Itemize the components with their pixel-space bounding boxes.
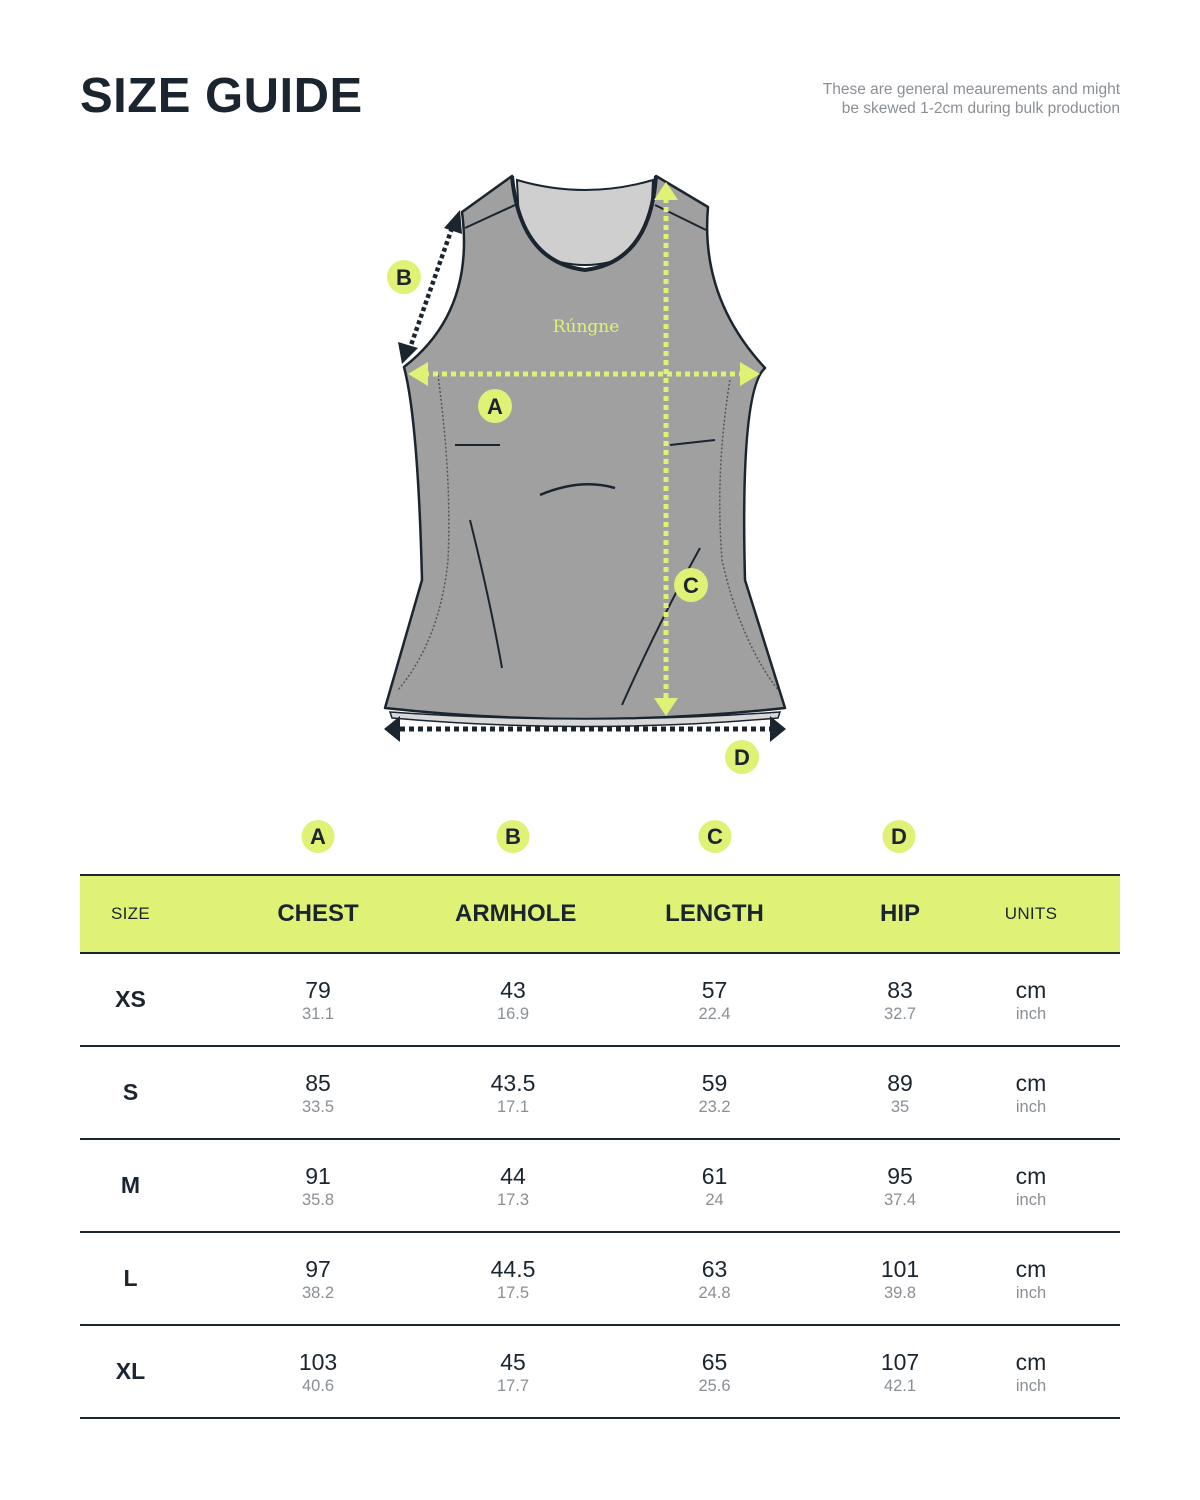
length-cm-value: 65 [701,1348,728,1375]
armhole-cm-value: 44.5 [490,1255,536,1282]
brand-logo: Rúngne [552,317,620,337]
hip-inch-value: 42.1 [883,1376,917,1395]
hip-inch-value: 37.4 [883,1190,917,1209]
disclaimer-line-1: These are general meaurements and might [822,81,1120,98]
hip-cm-value: 83 [887,976,913,1003]
units-cell [942,1232,1120,1325]
hip-cell [858,1046,942,1139]
hip-inch-value: 32.7 [883,1004,917,1023]
unit-cm-label: cm [1015,1255,1047,1282]
armhole-cell [455,953,571,1046]
hip-cm-value: 107 [880,1348,920,1375]
armhole-cm-value: 43 [500,976,526,1003]
header-armhole: ARMHOLE [455,875,571,953]
unit-cm-label: cm [1015,1348,1047,1375]
length-cm-value: 57 [701,976,728,1003]
chest-cm-value: 79 [305,976,331,1003]
column-letter-badges [0,820,1200,854]
hip-inch-value: 39.8 [883,1283,917,1302]
chest-inch-value: 40.6 [301,1376,335,1395]
length-cm-value: 59 [701,1069,728,1096]
units-cell [942,1325,1120,1418]
unit-inch-label: inch [1015,1190,1047,1209]
unit-inch-label: inch [1015,1376,1047,1395]
diagram-label-d [725,740,759,774]
hip-cell [858,1232,942,1325]
armhole-cell [455,1232,571,1325]
length-cell [571,1325,858,1418]
chest-cell [181,953,455,1046]
svg-text:B: B [396,265,412,290]
hip-inch-value: 35 [890,1097,910,1116]
hip-cm-value: 89 [887,1069,913,1096]
hip-cell [858,1325,942,1418]
chest-inch-value: 35.8 [301,1190,335,1209]
armhole-cell [455,1046,571,1139]
hip-cell [858,1139,942,1232]
armhole-cell [455,1325,571,1418]
unit-inch-label: inch [1015,1004,1047,1023]
chest-inch-value: 38.2 [301,1283,335,1302]
chest-inch-value: 31.1 [301,1004,335,1023]
units-cell [942,953,1120,1046]
armhole-cm-value: 43.5 [490,1069,536,1096]
chest-cm-value: 85 [305,1069,331,1096]
length-cell [571,1232,858,1325]
diagram-label-b [387,260,421,294]
diagram-label-a [478,389,512,423]
unit-cm-label: cm [1015,1069,1047,1096]
length-cell [571,1046,858,1139]
length-inch-value: 22.4 [698,1004,731,1023]
armhole-inch-value: 17.5 [496,1283,530,1302]
unit-cm-label: cm [1015,976,1047,1003]
table-row [80,1232,1120,1325]
length-inch-value: 23.2 [698,1097,731,1116]
unit-inch-label: inch [1015,1283,1047,1302]
chest-inch-value: 33.5 [301,1097,335,1116]
chest-cm-value: 103 [298,1348,338,1375]
column-badge-d: D [883,820,916,853]
hip-cell [858,953,942,1046]
armhole-inch-value: 16.9 [496,1004,530,1023]
length-inch-value: 24 [705,1190,724,1209]
size-cell: L [80,1232,181,1325]
svg-text:A: A [487,394,503,419]
column-badge-b: B [497,820,530,853]
size-cell: S [80,1046,181,1139]
units-cell [942,1046,1120,1139]
armhole-cell [455,1139,571,1232]
size-table [80,874,1120,1419]
column-badge-c: C [699,820,732,853]
size-cell: XS [80,953,181,1046]
length-cm-value: 61 [701,1162,728,1189]
hip-cm-value: 95 [887,1162,913,1189]
table-row [80,1139,1120,1232]
chest-cell [181,1046,455,1139]
column-badge-a: A [302,820,335,853]
armhole-cm-value: 45 [500,1348,526,1375]
disclaimer-line-2: be skewed 1-2cm during bulk production [841,100,1120,117]
table-row [80,1046,1120,1139]
length-inch-value: 24.8 [698,1283,731,1302]
table-header-row [80,875,1120,953]
unit-inch-label: inch [1015,1097,1047,1116]
chest-cell [181,1232,455,1325]
length-cell [571,953,858,1046]
table-row [80,953,1120,1046]
armhole-cm-value: 44 [500,1162,526,1189]
armhole-inch-value: 17.1 [496,1097,530,1116]
page-title: SIZE GUIDE [80,69,363,123]
header-length: LENGTH [571,875,858,953]
chest-cm-value: 91 [305,1162,331,1189]
header-units: UNITS [942,875,1120,953]
unit-cm-label: cm [1015,1162,1047,1189]
armhole-inch-value: 17.7 [496,1376,530,1395]
length-cell [571,1139,858,1232]
size-cell: XL [80,1325,181,1418]
chest-cm-value: 97 [305,1255,331,1282]
svg-text:C: C [683,573,699,598]
armhole-inch-value: 17.3 [496,1190,530,1209]
size-cell: M [80,1139,181,1232]
header-chest: CHEST [181,875,455,953]
header-size: SIZE [80,875,181,953]
units-cell [942,1139,1120,1232]
chest-cell [181,1325,455,1418]
table-row [80,1325,1120,1418]
length-cm-value: 63 [701,1255,728,1282]
length-inch-value: 25.6 [698,1376,731,1395]
diagram-label-c [674,568,708,602]
header-hip: HIP [858,875,942,953]
hip-cm-value: 101 [880,1255,920,1282]
chest-cell [181,1139,455,1232]
svg-text:D: D [734,745,750,770]
